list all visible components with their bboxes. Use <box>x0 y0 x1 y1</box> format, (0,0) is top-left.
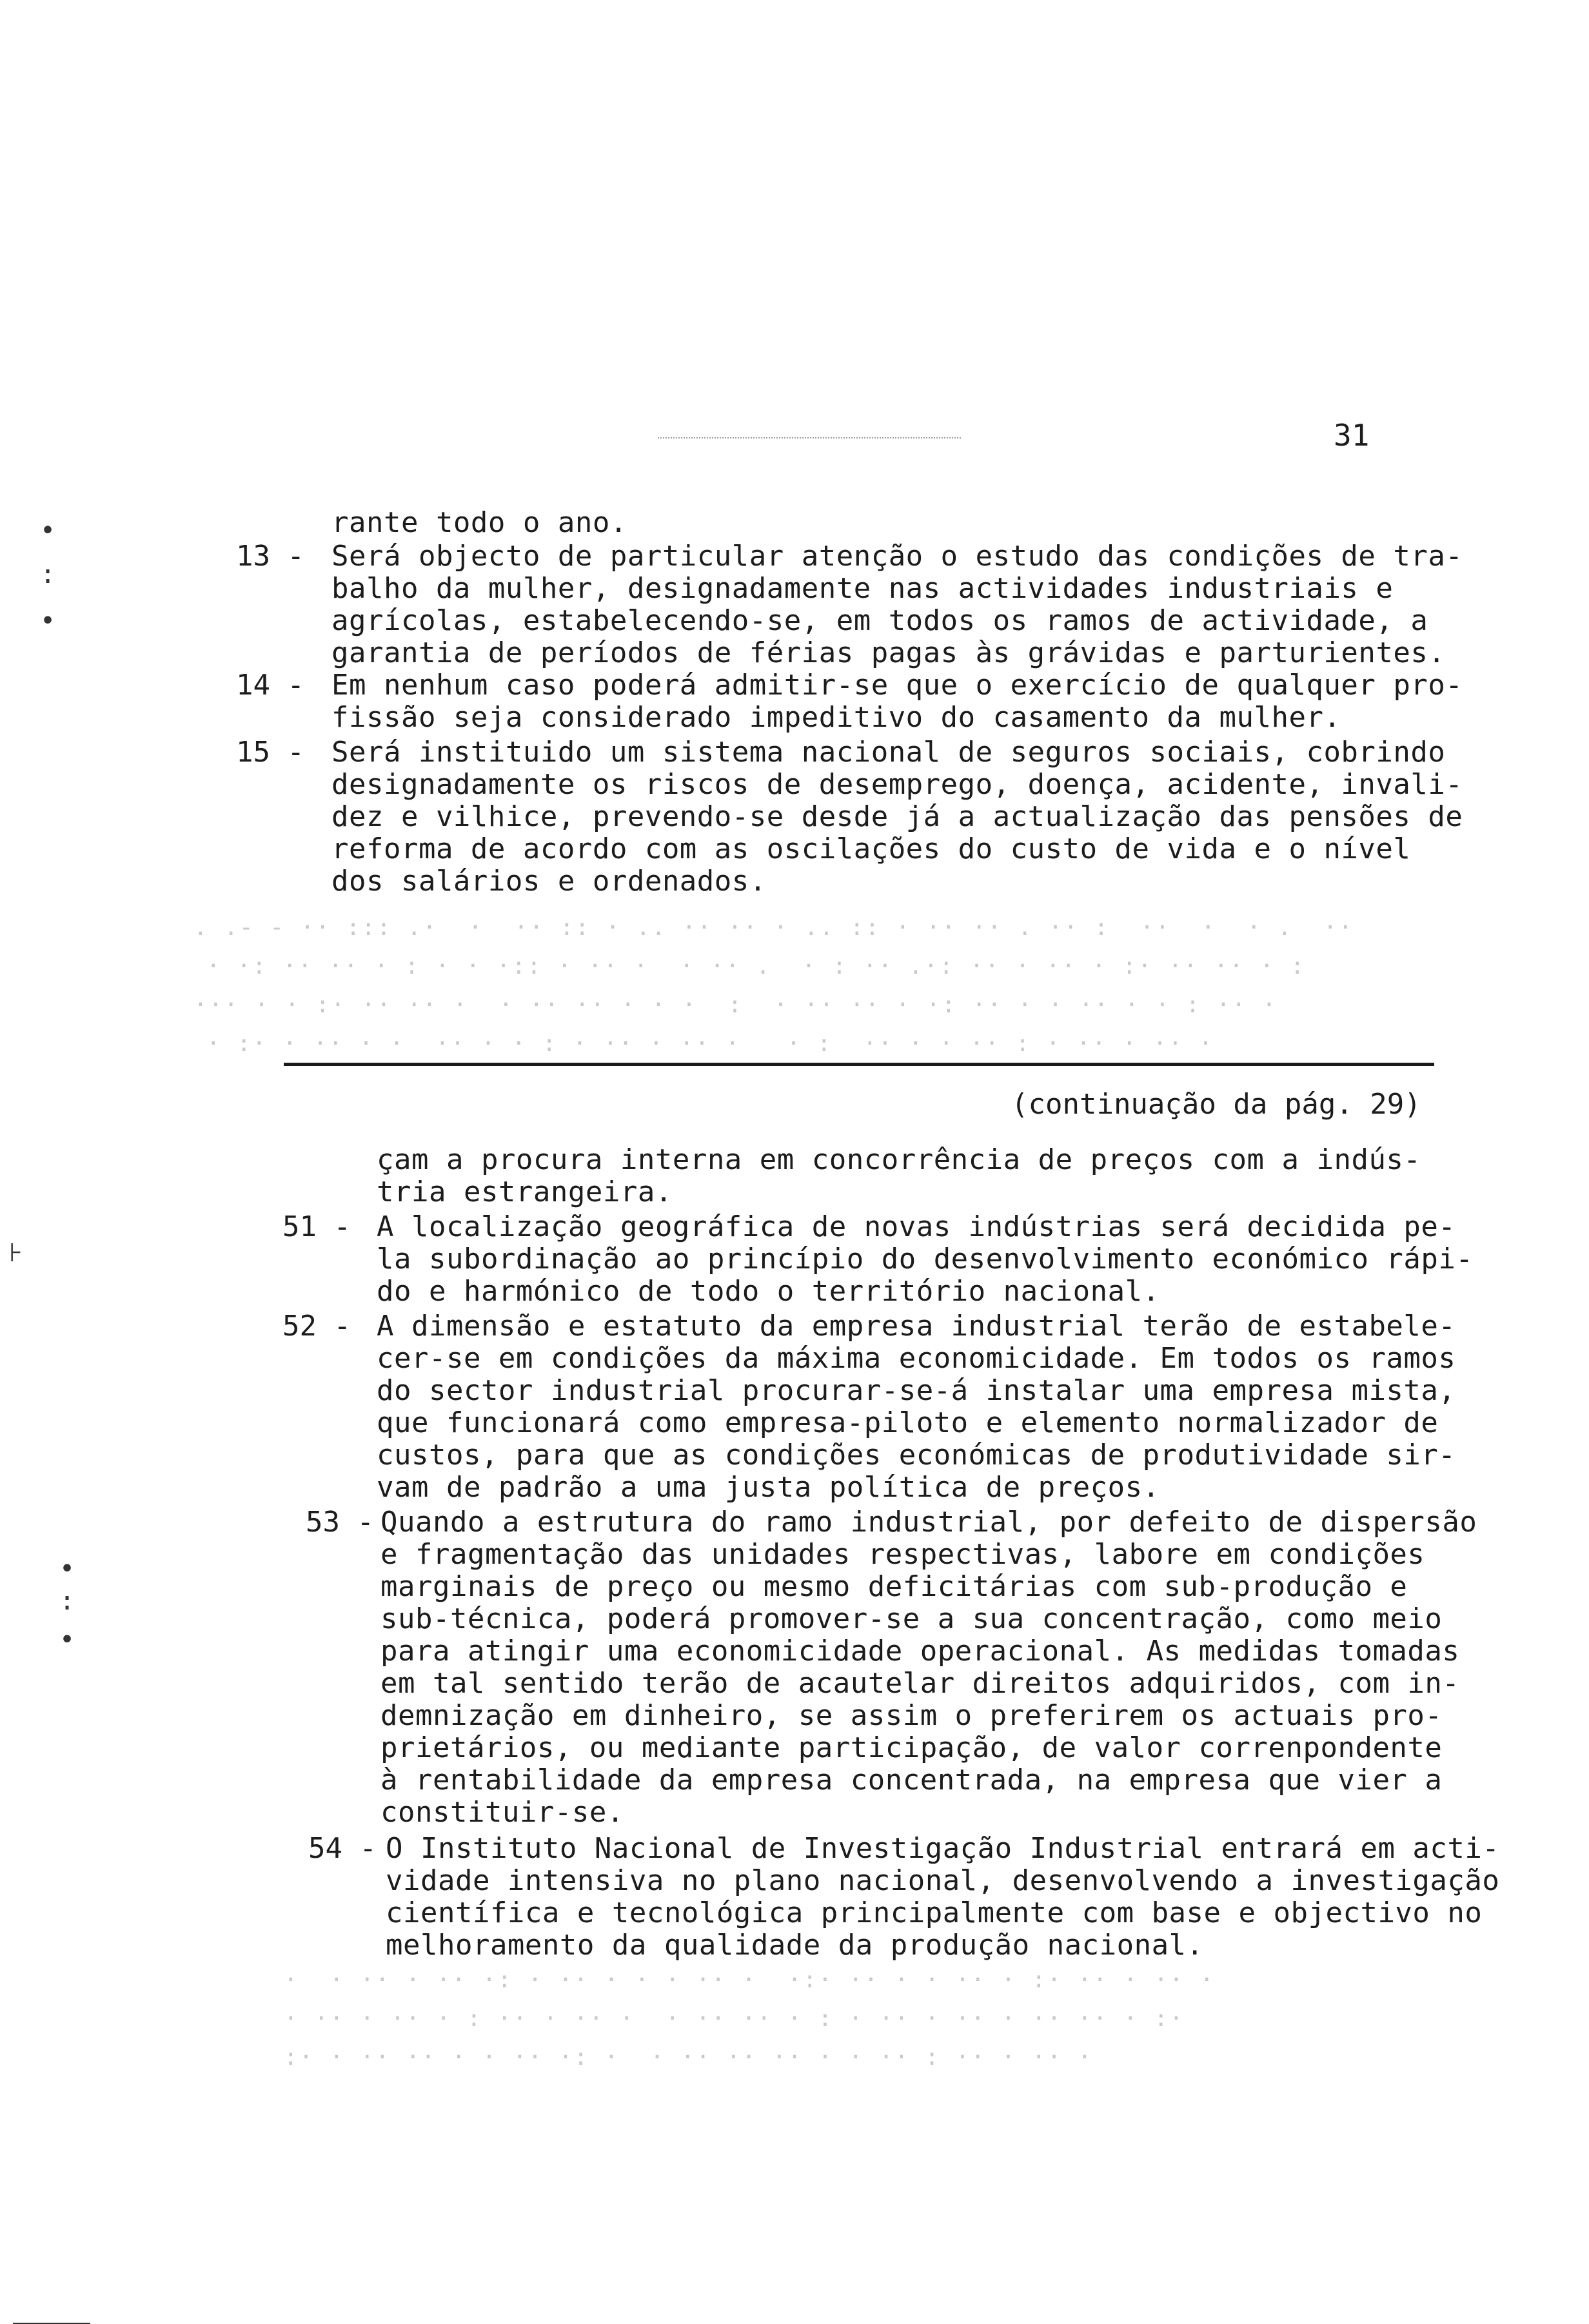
item-line: cer-se em condições da máxima economicidade. Em todos os ramos <box>377 1342 1456 1375</box>
item-number: 53 - <box>306 1506 374 1539</box>
margin-dot-icon: • <box>40 606 56 636</box>
bleed-through-texture: . .- - ·· ::: .· · ·· :: · .. ·· ·· · .. :: · ·· ·· . ·· : ·· · · . ·· <box>193 914 1354 941</box>
item-line: garantia de períodos de férias pagas às grávidas e parturientes. <box>331 636 1446 669</box>
continuation-line: rante todo o ano. <box>331 506 627 539</box>
top-dotted-mark <box>658 437 961 442</box>
margin-dot-icon: : <box>59 1586 75 1616</box>
item-line: do e harmónico de todo o território nacional. <box>377 1275 1160 1308</box>
item-line: Será instituido um sistema nacional de seguros sociais, cobrindo <box>331 736 1446 769</box>
margin-dot-icon: • <box>40 516 56 546</box>
item-line: designadamente os riscos de desemprego, doença, acidente, invali- <box>331 768 1463 801</box>
item-line: demnização em dinheiro, se assim o preferirem os actuais pro- <box>380 1699 1443 1732</box>
item-line: constituir-se. <box>380 1796 624 1829</box>
item-number: 13 - <box>236 540 304 573</box>
margin-dot-icon: • <box>59 1554 75 1584</box>
continuation-note: (continuação da pág. 29) <box>1011 1088 1421 1121</box>
item-number: 52 - <box>282 1310 351 1343</box>
item-number: 15 - <box>236 736 304 769</box>
item-line: fissão seja considerado impeditivo do casamento da mulher. <box>331 701 1341 734</box>
item-line: agrícolas, estabelecendo-se, em todos os ramos de actividade, a <box>331 604 1428 637</box>
item-line: do sector industrial procurar-se-á instalar uma empresa mista, <box>377 1374 1456 1407</box>
item-line: Quando a estrutura do ramo industrial, por defeito de dispersão <box>380 1506 1477 1539</box>
item-line: científica e tecnológica principalmente com base e objectivo no <box>386 1896 1483 1929</box>
item-line: reforma de acordo com as oscilações do custo de vida e o nível <box>331 832 1411 865</box>
continuation-line: tria estrangeira. <box>377 1176 673 1208</box>
item-line: vam de padrão a uma justa política de preços. <box>377 1471 1160 1504</box>
item-line: balho da mulher, designadamente nas actividades industriais e <box>331 572 1394 605</box>
bleed-through-texture: :· · ·· ·· · · ·· ·: · · ·· ·· ·· · · ·· : ·· · ·· · <box>284 2044 1093 2071</box>
page-number: 31 <box>1334 418 1370 453</box>
item-line: em tal sentido terão de acautelar direitos adquiridos, com in- <box>380 1667 1460 1700</box>
item-number: 51 - <box>282 1210 351 1243</box>
item-line: A localização geográfica de novas indústrias será decidida pe- <box>377 1210 1456 1243</box>
section-divider <box>284 1063 1434 1066</box>
item-line: melhoramento da qualidade da produção nacional. <box>386 1929 1204 1962</box>
item-line: que funcionará como empresa-piloto e elemento normalizador de <box>377 1406 1439 1439</box>
item-line: sub-técnica, poderá promover-se a sua concentração, como meio <box>380 1602 1443 1635</box>
item-line: vidade intensiva no plano nacional, desenvolvendo a investigação <box>386 1864 1500 1897</box>
continuation-line: çam a procura interna em concorrência de preços com a indús- <box>377 1143 1421 1176</box>
bleed-through-texture: · · ·· · ·· ·: · ·· · · · ·· · ·:· ·· · · ·· · :· ·· · ·· · <box>284 1967 1216 1993</box>
item-line: A dimensão e estatuto da empresa industrial terão de estabele- <box>377 1310 1456 1343</box>
item-line: dos salários e ordenados. <box>331 865 767 898</box>
item-line: e fragmentação das unidades respectivas, labore em condições <box>380 1538 1425 1571</box>
item-line: custos, para que as condições económicas de produtividade sir- <box>377 1439 1456 1472</box>
margin-tick-icon: ⊦ <box>9 1238 23 1268</box>
item-line: Em nenhum caso poderá admitir-se que o exercício de qualquer pro- <box>331 669 1463 702</box>
bleed-through-texture: · :· · ·· · · ·· · · : · ·· · ·· · · : ·· · · ·· : · ·· · ·· · <box>206 1030 1214 1057</box>
item-line: Será objecto de particular atenção o estudo das condições de tra- <box>331 540 1463 573</box>
item-number: 14 - <box>236 669 304 702</box>
item-line: para atingir uma economicidade operacional. As medidas tomadas <box>380 1635 1460 1668</box>
item-line: à rentabilidade da empresa concentrada, na empresa que vier a <box>380 1764 1443 1797</box>
margin-dot-icon: • <box>59 1625 75 1655</box>
bleed-through-texture: · ·· · ·· · : ·· · ·· · · ·· ·· · : · ·· · ·· · ·· ·· · :· <box>284 2005 1185 2032</box>
item-line: O Instituto Nacional de Investigação Industrial entrará em acti- <box>386 1832 1500 1865</box>
bleed-through-texture: ··· · · :· ·· ·· · · ·· ·· · · · : · ·· ·· · ·: ·· · · ·· · · : ·· · <box>193 992 1278 1018</box>
item-line: dez e vilhice, prevendo-se desde já a actualização das pensões de <box>331 800 1463 833</box>
margin-dot-icon: : <box>40 560 56 589</box>
item-line: la subordinação ao princípio do desenvolvimento económico rápi- <box>377 1243 1474 1275</box>
item-line: prietários, ou mediante participação, de valor correnpondente <box>380 1731 1443 1764</box>
item-number: 54 - <box>308 1832 377 1865</box>
item-line: marginais de preço ou mesmo deficitárias com sub-produção e <box>380 1570 1408 1603</box>
bleed-through-texture: · ·: ·· ·· · : · · ·:: · ·· · · ·· . · : ·· .·: ·· · ·· · :· ·· ·· · : <box>206 953 1306 980</box>
